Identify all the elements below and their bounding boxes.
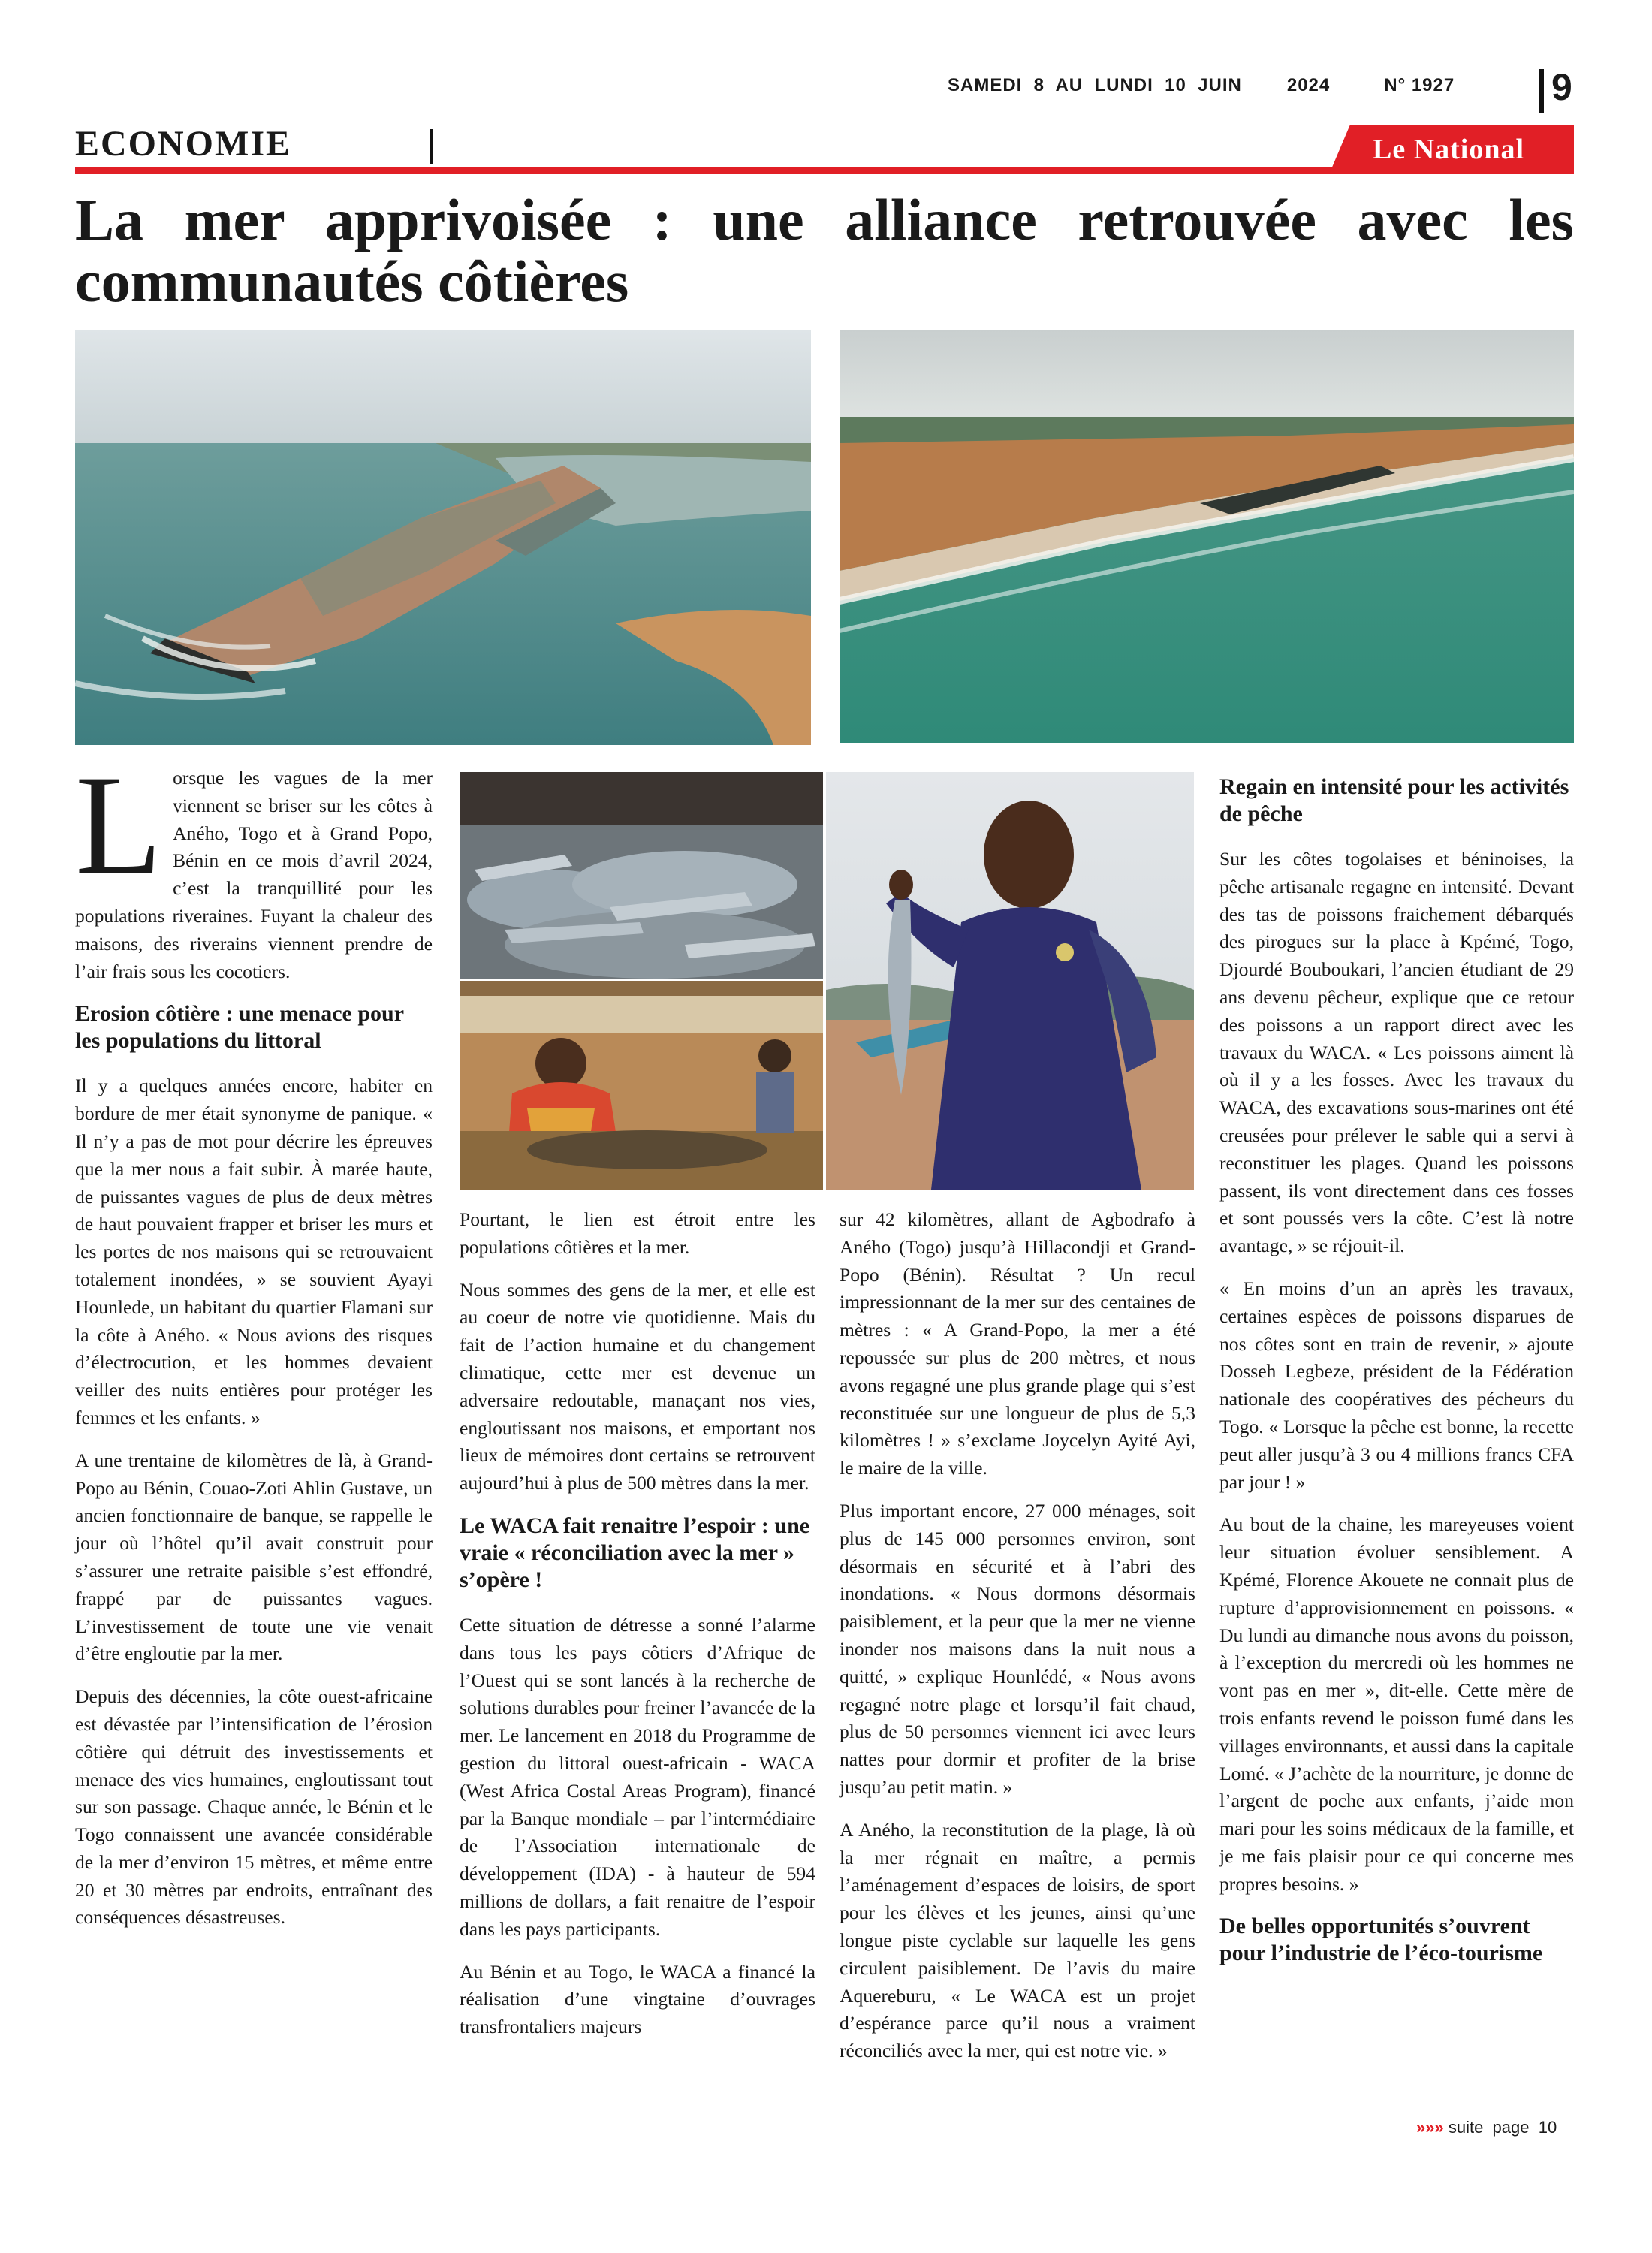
issue-date: SAMEDI 8 AU LUNDI 10 JUIN bbox=[948, 75, 1242, 95]
photo-aerial-beach bbox=[840, 330, 1574, 743]
continued-notice bbox=[1416, 2118, 1557, 2137]
column-2 bbox=[460, 1206, 815, 2056]
paragraph: Il y a quelques années encore, habiter en bordure de mer était synonyme de panique. « Il n’y a pas de mot pour décrire les épreuves que la mer nous a fait subir. À marée haute, de puissantes vagues de plus de deux mètres de haut pouvaient frapper et briser les murs et les portes de nos maisons qui se retrouvaient totalement inondées, » se souvient Ayayi Hounlede, un habitant du quartier Flamani sur la côte à Aného. « Nous avions des risques d’électrocution, et les hommes devaient veiller des nuits entières pour protéger les femmes et les enfants. » bbox=[75, 1075, 433, 1428]
paragraph: A une trentaine de kilomètres de là, à Grand-Popo au Bénin, Couao-Zoti Ahlin Gustave, un ancien fonctionnaire de banque, se rappelle le jour où l’hôtel qu’il avait construit pour s’assurer une retraite paisible s’est effondré, frappé par de puissantes vagues. L’investissement de toute une vie venait d’être engloutie par la mer. bbox=[75, 1449, 433, 1665]
page-number: 9 bbox=[1551, 66, 1572, 108]
headline: La mer apprivoisée : une alliance retrouvée avec les communautés côtières bbox=[75, 187, 1574, 314]
issue-date-line bbox=[948, 75, 1455, 96]
photo-aerial-aneho bbox=[75, 330, 811, 745]
paragraph: Au Bénin et au Togo, le WACA a financé la réalisation d’une vingtaine d’ouvrages transfrontaliers majeurs bbox=[460, 1960, 815, 2038]
issue-year: 2024 bbox=[1286, 75, 1331, 95]
section-title: ECONOMIE bbox=[75, 124, 292, 164]
photo-fish-vendor bbox=[460, 981, 823, 1190]
intro-paragraph: orsque les vagues de la mer viennent se briser sur les côtes à Aného, Togo et à Grand Popo, Bénin en ce mois d’avril 2024, c’est la tranquillité pour les populations riveraines. Fuyant la chaleur des maisons, des riverains viennent prendre de l’air frais sous les cocotiers. bbox=[75, 767, 433, 982]
drop-cap: L bbox=[75, 746, 163, 904]
paragraph: Pourtant, le lien est étroit entre les populations côtières et la mer. bbox=[460, 1208, 815, 1258]
section-divider bbox=[430, 129, 433, 164]
paragraph: Nous sommes des gens de la mer, et elle est au coeur de notre vie quotidienne. Mais du fait de l’action humaine et du changement climatique, cette mer est devenue un adversaire redoutable, manaçant nos vies, engloutissant nos maisons, et emportant nos lieux de mémoires dont certains se retrouvent aujourd’hui à plus de 500 mètres dans la mer. bbox=[460, 1278, 815, 1494]
photo-fisherman bbox=[826, 772, 1194, 1190]
column-4 bbox=[1219, 760, 1574, 1985]
subheading-waca: Le WACA fait renaitre l’espoir : une vraie « réconciliation avec la mer » s’opère ! bbox=[460, 1513, 810, 1592]
paragraph: « En moins d’un an après les travaux, certaines espèces de poissons disparues de nos côtes sont en train de revenir, » ajoute Dosseh Legbeze, président de la Fédération nationale des coopératives des pécheurs du Togo. « Lorsque la pêche est bonne, la recette peut aller jusqu’à 3 ou 4 millions francs CFA par jour ! » bbox=[1219, 1277, 1574, 1493]
subheading-ecotourism: De belles opportunités s’ouvrent pour l’industrie de l’éco-tourisme bbox=[1219, 1914, 1543, 1966]
column-1 bbox=[75, 746, 433, 1947]
subheading-fishing: Regain en intensité pour les activités de pêche bbox=[1219, 774, 1569, 826]
paragraph: Cette situation de détresse a sonné l’alarme dans tous les pays côtiers d’Afrique de l’Ouest qui se sont lancés à la recherche de solutions durables pour freiner l’avancée de la mer. Le lancement en 2018 du Programme de gestion du littoral ouest-africain - WACA (West Africa Costal Areas Program), financé par la Banque mondiale – par l’intermédiaire de l’Association internationale de développement (IDA) - à hauteur de 594 millions de dollars, a fait renaitre de l’espoir dans les pays participants. bbox=[460, 1613, 815, 1940]
photo-fish-catch bbox=[460, 772, 823, 979]
paragraph: Depuis des décennies, la côte ouest-africaine est dévastée par l’intensification de l’érosion côtière qui détruit des investissements et menace des vies humaines, engloutissant tout sur son passage. Chaque année, le Bénin et le Togo connaissent une avancée considérable de la mer d’environ 15 mètres, et même entre 20 et 30 mètres par endroits, entraînant des conséquences désastreuses. bbox=[75, 1685, 433, 1929]
issue-number: N° 1927 bbox=[1384, 75, 1455, 95]
paragraph: A Aného, la reconstitution de la plage, là où la mer régnait en maître, a permis l’aménagement d’espaces de loisirs, de sport pour les élèves et les jeunes, ainsi qu’une longue piste cyclable sur laquelle les gens circulent paisiblement. De l’avis du maire Aquereburu, « Le WACA est un projet d’espérance parce qu’il nous a vraiment réconciliés avec la mer, qui est notre vie. » bbox=[840, 1818, 1195, 2062]
continued-on-page: suite page 10 bbox=[1448, 2118, 1557, 2137]
page-number-divider bbox=[1539, 69, 1544, 113]
paragraph: sur 42 kilomètres, allant de Agbodrafo à Aného (Togo) jusqu’à Hillacondji et Grand-Popo (Bénin). Résultat ? Un recul impressionnant de la mer sur des centaines de mètres : « A Grand-Popo, la mer a été repoussée sur plus de 200 mètres, et nous avons regagné une plus grande plage qui s’est reconstituée sur une longueur de plus de 5,3 kilomètres ! » s’exclame Joycelyn Ayité Ayi, le maire de la ville. bbox=[840, 1208, 1195, 1479]
continue-arrows: »»» bbox=[1416, 2118, 1444, 2137]
column-3 bbox=[840, 1206, 1195, 2080]
newspaper-brand: Le National bbox=[1373, 134, 1525, 165]
paragraph: Sur les côtes togolaises et béninoises, la pêche artisanale regagne en intensité. Devant des tas de poissons fraichement débarqués des pirogues sur la place à Kpémé, Togo, Djourdé Bouboukari, l’ancien étudiant de 29 ans devenu pêcheur, explique que ce retour des poissons a un rapport direct avec les travaux du WACA. « Les poissons aiment là où il y a les fosses. Avec les travaux du WACA, des excavations sous-marines ont été creusées pour prélever le sable qui a servi à reconstituer les plages. Quand les poissons passent, ils vont directement dans ces fosses et sont poussés vers la côte. C’est là notre avantage, » se réjouit-il. bbox=[1219, 848, 1574, 1257]
subheading-erosion: Erosion côtière : une menace pour les populations du littoral bbox=[75, 1001, 404, 1054]
paragraph: Plus important encore, 27 000 ménages, soit plus de 145 000 personnes environ, sont désormais en sécurité et à l’abri des inondations. « Nous dormons désormais paisiblement, et la peur que la mer ne vienne inonder nos maisons dans la nuit nous a quitté, » explique Hounlédé, « Nous avons regagné notre plage et lorsqu’il fait chaud, plus de 50 personnes viennent ici avec leurs nattes pour dormir et profiter de la brise jusqu’au petit matin. » bbox=[840, 1499, 1195, 1798]
paragraph: Au bout de la chaine, les mareyeuses voient leur situation évoluer sensiblement. A Kpémé, Florence Akouete ne connait plus de rupture d’approvisionnement en poissons. « Du lundi au dimanche nous avons du poisson, à l’exception du mercredi où les hommes ne vont pas en mer », dit-elle. Cette mère de trois enfants revend le poisson fumé dans les villages environnants, et aussi dans la capitale Lomé. « J’achète de la nourriture, je donne de l’argent de poche aux enfants, j’aide mon mari pour les soins médicaux de la famille, et je me fais plaisir pour ce qui concerne mes propres besoins. » bbox=[1219, 1513, 1574, 1895]
